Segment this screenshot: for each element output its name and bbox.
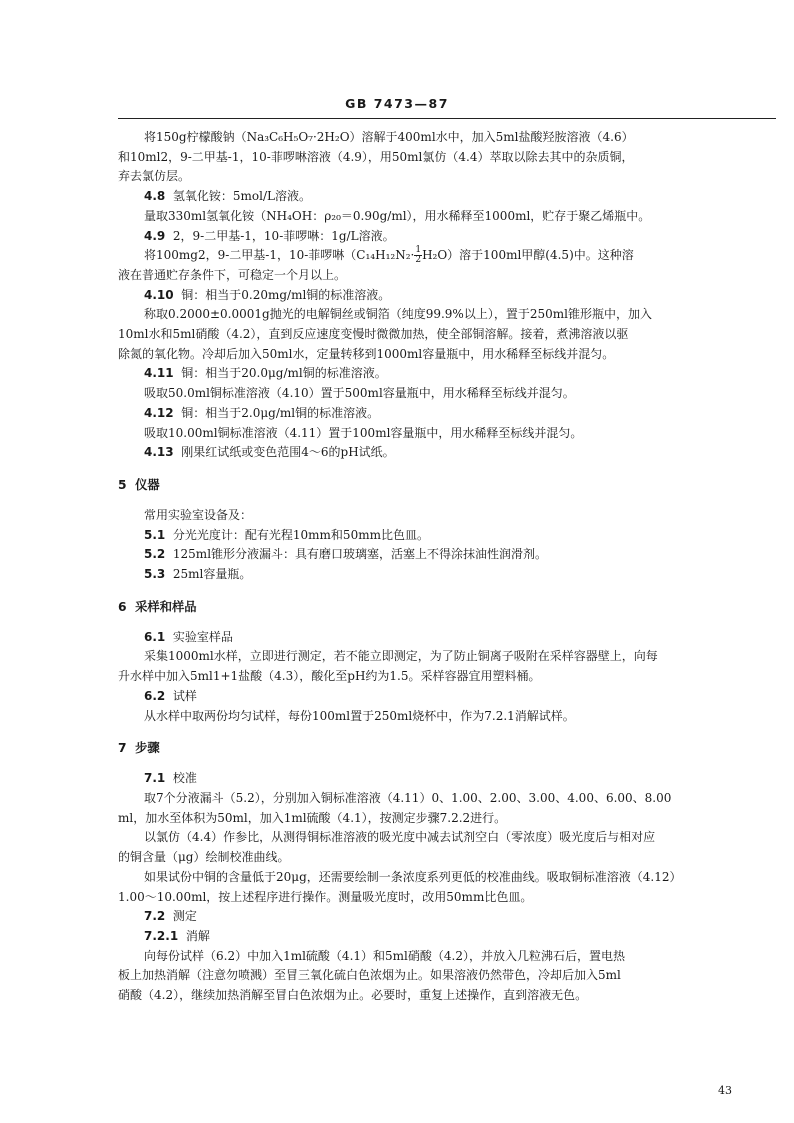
clause-4-8 [118,187,776,207]
clause-text: 分光光度计：配有光程10mm和50mm比色皿。 [172,527,429,542]
document-body [118,128,776,1006]
paragraph: 向每份试样（6.2）中加入1ml硫酸（4.1）和5ml硝酸（4.2），并放入几粒沸石后，置电热 [144,948,625,963]
clause-number: 4.10 [144,287,174,302]
header-rule [118,118,776,119]
clause-number: 6.1 [144,629,166,644]
paragraph: 采集1000ml水样，立即进行测定，若不能立即测定，为了防止铜离子吸附在采样容器壁上，向每 [144,649,658,664]
page-number: 43 [718,1084,732,1097]
clause-text: 2，9-二甲基-1，10-菲啰啉：1g/L溶液。 [172,228,395,243]
clause-7-1 [118,769,776,789]
clause-text: 氢氧化铵：5mol/L溶液。 [172,189,311,204]
fraction-numerator: 1 [415,245,422,256]
clause-5-3 [118,565,776,585]
paragraph: 10ml水和5ml硝酸（4.2），直到反应速度变慢时微微加热，使全部铜溶解。接着，煮沸溶液以驱 [118,327,629,342]
clause-4-9 [118,227,776,247]
paragraph-text: H₂O）溶于100ml甲醇(4.5)中。这种溶 [422,248,634,263]
paragraph-with-fraction [118,246,776,266]
paragraph: 硝酸（4.2），继续加热消解至冒白色浓烟为止。必要时，重复上述操作，直到溶液无色。 [118,988,588,1003]
clause-4-13 [118,443,776,463]
paragraph: 弃去氯仿层。 [118,169,191,184]
fraction [414,246,422,265]
paragraph: 除氮的氧化物。冷却后加入50ml水，定量转移到1000ml容量瓶中，用水稀释至标线并混匀。 [118,346,615,361]
clause-number: 4.12 [144,405,174,420]
paragraph: ml，加水至体积为50ml，加入1ml硫酸（4.1），按测定步骤7.2.2进行。 [118,810,507,825]
paragraph: 常用实验室设备及： [144,507,253,522]
clause-text: 试样 [172,688,197,703]
clause-text: 校准 [172,771,197,786]
clause-5-1 [118,526,776,546]
paragraph: 和10ml2，9-二甲基-1，10-菲啰啉溶液（4.9），用50ml氯仿（4.4）萃取以除去其中的杂质铜， [118,149,634,164]
paragraph: 以氯仿（4.4）作参比，从测得铜标准溶液的吸光度中减去试剂空白（零浓度）吸光度后与相对应 [144,830,656,845]
clause-text: 铜：相当于2.0μg/ml铜的标准溶液。 [181,405,380,420]
clause-number: 5.2 [144,547,166,562]
paragraph: 取7个分液漏斗（5.2），分别加入铜标准溶液（4.11）0、1.00、2.00、3.00、4.00、6.00、8.00 [144,790,672,805]
clause-4-11 [118,364,776,384]
clause-text: 125ml锥形分液漏斗：具有磨口玻璃塞，活塞上不得涂抹油性润滑剂。 [172,547,548,562]
clause-number: 4.8 [144,189,166,204]
clause-number: 4.9 [144,228,166,243]
standard-number-header: GB 7473—87 [345,96,449,111]
clause-6-1 [118,628,776,648]
section-heading-5: 5 仪器 [118,477,160,492]
paragraph: 吸取50.0ml铜标准溶液（4.10）置于500ml容量瓶中，用水稀释至标线并混匀。 [144,386,575,401]
paragraph: 板上加热消解（注意勿喷溅）至冒三氧化硫白色浓烟为止。如果溶液仍然带色，冷却后加入5ml [118,968,621,983]
clause-number: 6.2 [144,688,166,703]
paragraph: 吸取10.00ml铜标准溶液（4.11）置于100ml容量瓶中，用水稀释至标线并混匀。 [144,425,583,440]
clause-5-2 [118,545,776,565]
paragraph-text: 将100mg2，9-二甲基-1，10-菲啰啉（C₁₄H₁₂N₂· [144,248,415,263]
clause-number: 7.2.1 [144,928,179,943]
clause-number: 7.2 [144,909,166,924]
clause-7-2-1 [118,927,776,947]
paragraph: 称取0.2000±0.0001g抛光的电解铜丝或铜箔（纯度99.9%以上），置于250ml锥形瓶中，加入 [144,307,652,322]
paragraph: 将150g柠檬酸钠（Na₃C₆H₅O₇·2H₂O）溶解于400ml水中，加入5ml盐酸羟胺溶液（4.6） [144,130,634,144]
clause-text: 铜：相当于20.0μg/ml铜的标准溶液。 [181,366,387,381]
section-heading-6: 6 采样和样品 [118,599,197,614]
clause-6-2 [118,687,776,707]
paragraph: 的铜含量（μg）绘制校准曲线。 [118,850,290,865]
clause-number: 4.11 [144,366,174,381]
paragraph: 液在普通贮存条件下，可稳定一个月以上。 [118,267,347,282]
clause-number: 5.1 [144,527,166,542]
clause-text: 25ml容量瓶。 [172,567,252,582]
clause-text: 铜：相当于0.20mg/ml铜的标准溶液。 [181,287,391,302]
section-heading-7: 7 步骤 [118,741,160,756]
paragraph: 如果试份中铜的含量低于20μg，还需要绘制一条浓度系列更低的校准曲线。吸取铜标准溶液（4.12） [144,869,682,884]
clause-number: 4.13 [144,445,174,460]
clause-4-10 [118,286,776,306]
clause-number: 5.3 [144,567,166,582]
paragraph: 1.00～10.00ml，按上述程序进行操作。测量吸光度时，改用50mm比色皿。 [118,889,533,904]
paragraph: 从水样中取两份均匀试样，每份100ml置于250ml烧杯中，作为7.2.1消解试样。 [144,708,575,723]
paragraph: 量取330ml氢氧化铵（NH₄OH：ρ₂₀＝0.90g/ml），用水稀释至1000ml，贮存于聚乙烯瓶中。 [144,208,651,223]
clause-text: 消解 [185,928,210,943]
fraction-denominator: 2 [415,255,422,266]
clause-text: 实验室样品 [172,629,233,644]
clause-7-2 [118,907,776,927]
clause-text: 刚果红试纸或变色范围4～6的pH试纸。 [181,445,395,460]
clause-4-12 [118,404,776,424]
paragraph: 升水样中加入5ml1+1盐酸（4.3），酸化至pH约为1.5。采样容器宜用塑料桶。 [118,669,541,684]
clause-number: 7.1 [144,771,166,786]
clause-text: 测定 [172,909,197,924]
